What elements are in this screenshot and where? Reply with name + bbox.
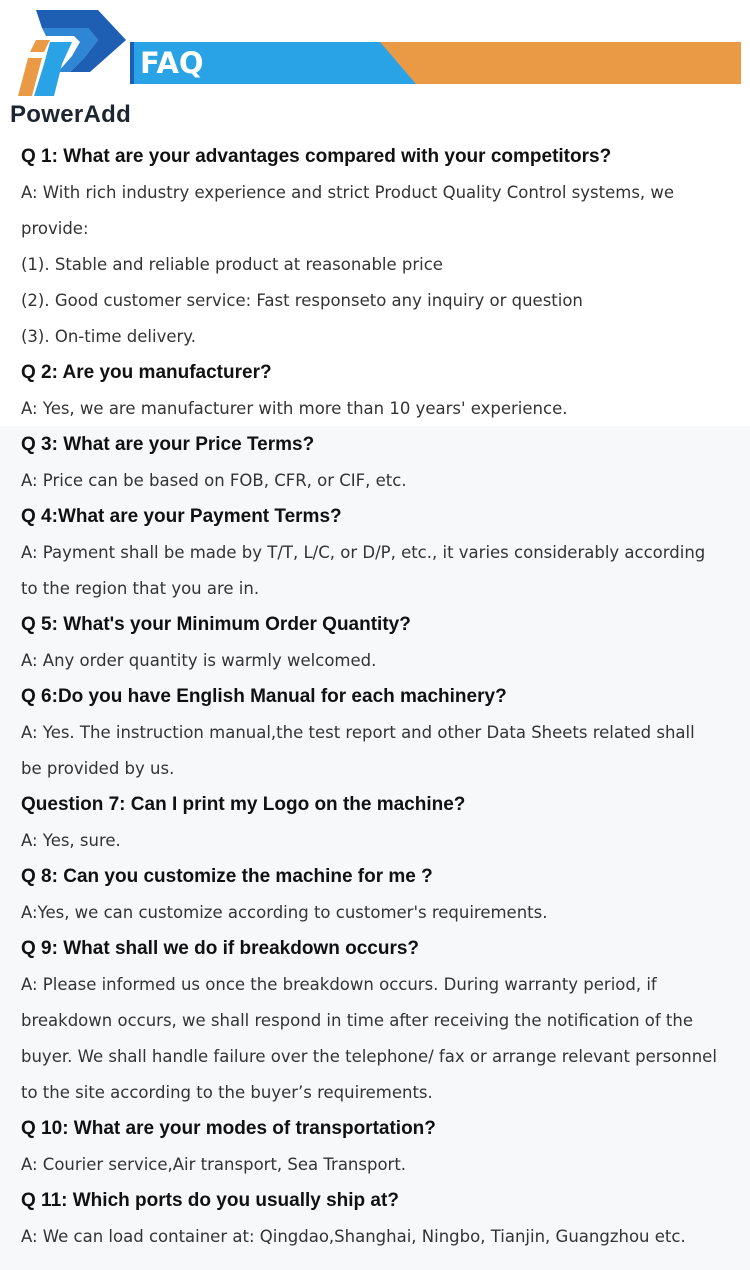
faq-question: Q 4:What are your Payment Terms? bbox=[21, 506, 342, 527]
faq-question: Q 6:Do you have English Manual for each machinery? bbox=[21, 686, 507, 707]
faq-question: Q 1: What are your advantages compared with your competitors? bbox=[21, 146, 612, 167]
faq-question: Q 5: What's your Minimum Order Quantity? bbox=[21, 614, 411, 635]
faq-answer-line: A: Any order quantity is warmly welcomed. bbox=[21, 651, 377, 670]
brand-name: PowerAdd bbox=[10, 101, 132, 128]
faq-item bbox=[21, 1111, 746, 1183]
faq-answer-line: (3). On-time delivery. bbox=[21, 327, 196, 346]
faq-answer-line: provide: bbox=[21, 219, 89, 238]
faq-answer-line: be provided by us. bbox=[21, 759, 175, 778]
faq-answer-line: to the region that you are in. bbox=[21, 579, 260, 598]
faq-item bbox=[21, 355, 746, 427]
title-banner bbox=[130, 42, 741, 84]
faq-item bbox=[21, 427, 746, 499]
faq-answer-line: breakdown occurs, we shall respond in time after receiving the notification of the bbox=[21, 1011, 694, 1030]
faq-question: Question 7: Can I print my Logo on the machine? bbox=[21, 794, 466, 815]
faq-answer-line: A: Price can be based on FOB, CFR, or CIF, etc. bbox=[21, 471, 407, 490]
faq-item bbox=[21, 859, 746, 931]
faq-item bbox=[21, 139, 746, 355]
faq-answer-line: A: Yes, we are manufacturer with more than 10 years' experience. bbox=[21, 399, 568, 418]
faq-item bbox=[21, 787, 746, 859]
header bbox=[0, 0, 750, 135]
faq-question: Q 9: What shall we do if breakdown occurs? bbox=[21, 938, 420, 959]
faq-question: Q 11: Which ports do you usually ship at? bbox=[21, 1190, 399, 1211]
faq-item bbox=[21, 499, 746, 607]
faq-question: Q 3: What are your Price Terms? bbox=[21, 434, 315, 455]
faq-answer-line: A:Yes, we can customize according to customer's requirements. bbox=[21, 903, 548, 922]
faq-answer-line: A: With rich industry experience and strict Product Quality Control systems, we bbox=[21, 183, 675, 202]
faq-answer-line: A: Yes, sure. bbox=[21, 831, 121, 850]
faq-question: Q 10: What are your modes of transportation? bbox=[21, 1118, 436, 1139]
faq-answer-line: (1). Stable and reliable product at reasonable price bbox=[21, 255, 443, 274]
faq-item bbox=[21, 607, 746, 679]
faq-item bbox=[21, 931, 746, 1111]
faq-answer-line: A: Courier service,Air transport, Sea Transport. bbox=[21, 1155, 407, 1174]
faq-answer-line: A: We can load container at: Qingdao,Shanghai, Ningbo, Tianjin, Guangzhou etc. bbox=[21, 1227, 686, 1246]
poweradd-logo-icon bbox=[14, 6, 132, 100]
faq-item bbox=[21, 679, 746, 787]
faq-answer-line: buyer. We shall handle failure over the telephone/ fax or arrange relevant personnel bbox=[21, 1047, 717, 1066]
faq-item bbox=[21, 1183, 746, 1255]
faq-answer-line: A: Please informed us once the breakdown occurs. During warranty period, if bbox=[21, 975, 657, 994]
faq-question: Q 2: Are you manufacturer? bbox=[21, 362, 272, 383]
faq-answer-line: A: Payment shall be made by T/T, L/C, or D/P, etc., it varies considerably according bbox=[21, 543, 706, 562]
faq-answer-line: to the site according to the buyer’s requirements. bbox=[21, 1083, 433, 1102]
faq-answer-line: A: Yes. The instruction manual,the test report and other Data Sheets related shall bbox=[21, 723, 695, 742]
faq-question: Q 8: Can you customize the machine for me ? bbox=[21, 866, 433, 887]
faq-list bbox=[21, 139, 746, 1255]
page-title: FAQ bbox=[140, 46, 204, 80]
faq-answer-line: (2). Good customer service: Fast responseto any inquiry or question bbox=[21, 291, 583, 310]
